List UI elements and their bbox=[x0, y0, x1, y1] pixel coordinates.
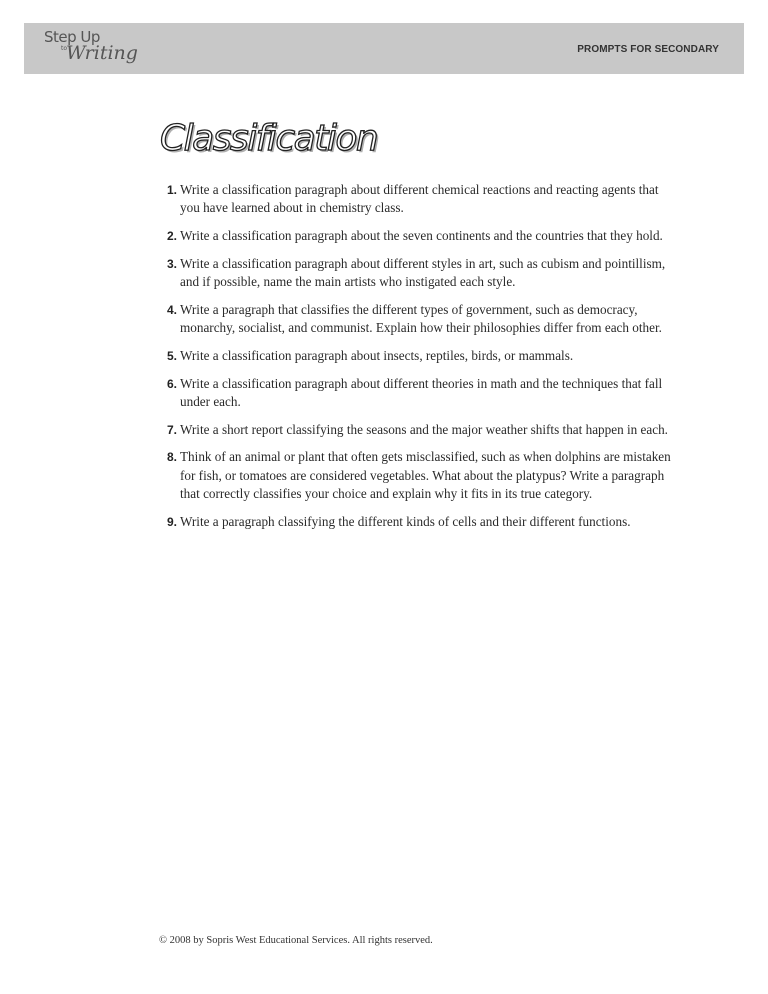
logo-to-text: to bbox=[61, 45, 68, 52]
prompt-text: Write a paragraph that classifies the different types of government, such as democracy, monarchy, socialist, and communist. Explain how their philosophies differ from each other. bbox=[180, 301, 662, 335]
prompt-number: 1. bbox=[166, 183, 177, 197]
prompt-list bbox=[160, 181, 672, 540]
prompt-number: 9. bbox=[166, 514, 177, 529]
prompt-text: Write a classification paragraph about different chemical reactions and reacting agents that you have learned about in chemistry class. bbox=[180, 182, 659, 216]
header-section-label: PROMPTS FOR SECONDARY bbox=[577, 44, 719, 55]
prompt-number: 5. bbox=[166, 348, 177, 363]
prompt-number: 3. bbox=[166, 256, 177, 271]
prompt-text: Write a classification paragraph about different theories in math and the techniques that fall under each. bbox=[180, 375, 663, 409]
header-band bbox=[24, 23, 744, 74]
logo-writing-text: Writing bbox=[66, 42, 138, 64]
prompt-item bbox=[160, 375, 672, 411]
copyright-notice: © 2008 by Sopris West Educational Services. All rights reserved. bbox=[159, 935, 433, 946]
prompt-number: 8. bbox=[166, 450, 177, 465]
prompt-text: Write a short report classifying the seasons and the major weather shifts that happen in each. bbox=[180, 421, 668, 437]
prompt-item bbox=[160, 513, 672, 531]
prompt-item bbox=[160, 181, 672, 217]
prompt-item bbox=[160, 255, 672, 291]
prompt-number: 4. bbox=[166, 302, 177, 317]
prompt-number: 2. bbox=[166, 229, 177, 243]
prompt-text: Write a paragraph classifying the different kinds of cells and their different functions. bbox=[180, 513, 631, 529]
prompt-number: 6. bbox=[166, 376, 177, 391]
prompt-text: Write a classification paragraph about insects, reptiles, birds, or mammals. bbox=[180, 347, 574, 363]
page-title: Classification bbox=[160, 118, 378, 159]
prompt-text: Think of an animal or plant that often gets misclassified, such as when dolphins are mistaken for fish, or tomatoes are considered vegetables. What about the platypus? Write a paragraph that correctly classifies your choice and explain why it fits in its true category. bbox=[180, 449, 671, 501]
logo-step-up-text: Step Up bbox=[44, 28, 100, 46]
prompt-text: Write a classification paragraph about different styles in art, such as cubism and pointillism, and if possible, name the main artists who instigated each style. bbox=[180, 255, 666, 289]
prompt-item bbox=[160, 301, 672, 337]
prompt-text: Write a classification paragraph about the seven continents and the countries that they hold. bbox=[180, 228, 663, 243]
prompt-item bbox=[160, 421, 672, 439]
step-up-to-writing-logo bbox=[44, 28, 138, 72]
prompt-item bbox=[160, 347, 672, 365]
prompt-item bbox=[160, 227, 672, 245]
prompt-number: 7. bbox=[166, 422, 177, 437]
prompt-item bbox=[160, 448, 672, 503]
